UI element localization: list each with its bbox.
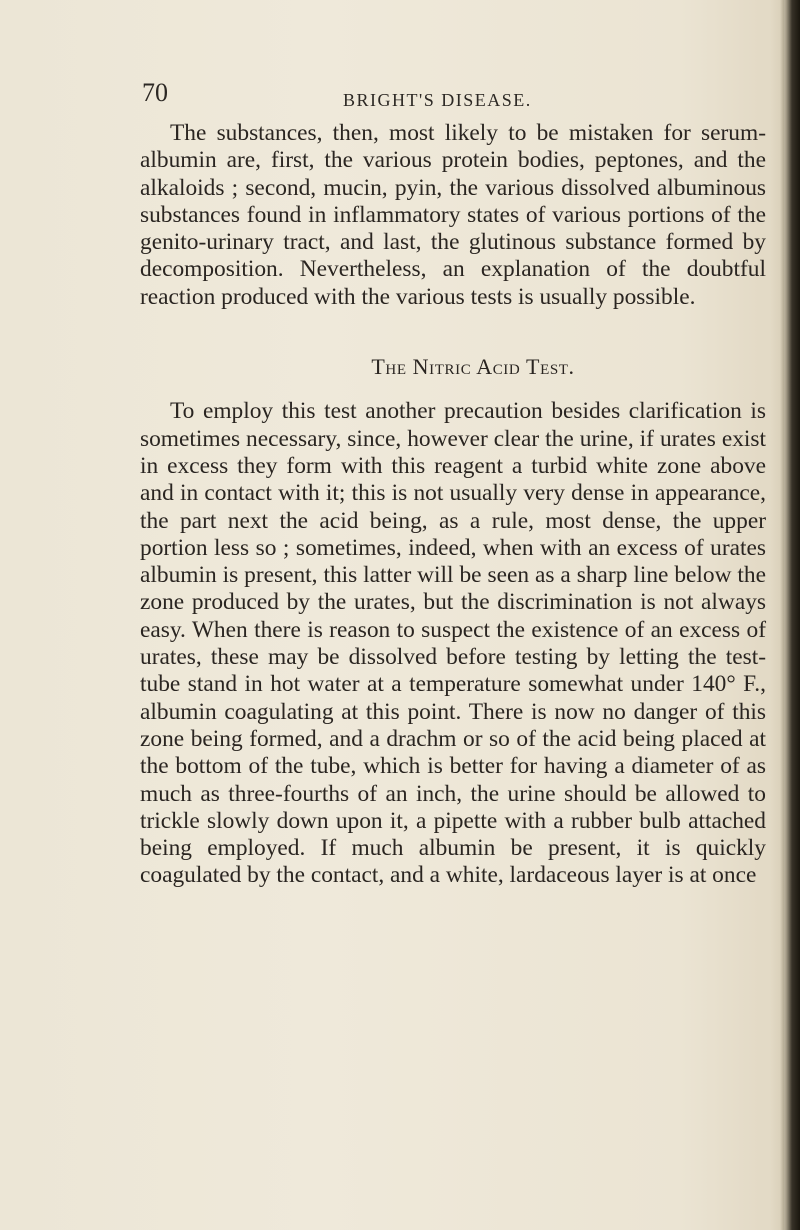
paragraph-nitric-acid-test: To employ this test another precaution besides clarification is sometimes necessary, since, however clear the urine, if urates exist in excess they form with this reagent a turbid white zone above and in contact with it; this is not usually very dense in appearance, the part next the acid being, as a rule, most dense, the upper portion less so ; sometimes, indeed, when with an excess of urates albumin is present, this latter will be seen as a sharp line below the zone produced by the urates, but the discrimination is not always easy. When there is reason to suspect the existence of an excess of urates, these may be dissolved before testing by letting the test-tube stand in hot water at a temperature somewhat under 140° F., albumin coagulating at this point. There is now no danger of this zone being formed, and a drachm or so of the acid being placed at the bottom of the tube, which is better for having a diameter of as much as three-fourths of an inch, the urine should be allowed to trickle slowly down upon it, a pipette with a rubber bulb attached being employed. If much albumin be present, it is quickly coagulated by the contact, and a white, lardaceous layer is at once xyxy=(140,398,766,889)
page-number: 70 xyxy=(142,78,168,107)
running-head: BRIGHT'S DISEASE. xyxy=(343,90,532,110)
paragraph-substances: The substances, then, most likely to be mistaken for serum-albumin are, first, the various protein bodies, peptones, and the alkaloids ; second, mucin, pyin, the various dissolved albuminous substances found in inflammatory states of various portions of the genito-urinary tract, and last, the glutinous substance formed by decomposition. Nevertheless, an explanation of the doubtful reaction produced with the various tests is usually possible. xyxy=(140,120,766,310)
page-header xyxy=(142,78,762,118)
page-edge-shadow xyxy=(780,0,800,1230)
section-heading: The Nitric Acid Test. xyxy=(371,354,575,380)
page-body xyxy=(140,120,766,890)
